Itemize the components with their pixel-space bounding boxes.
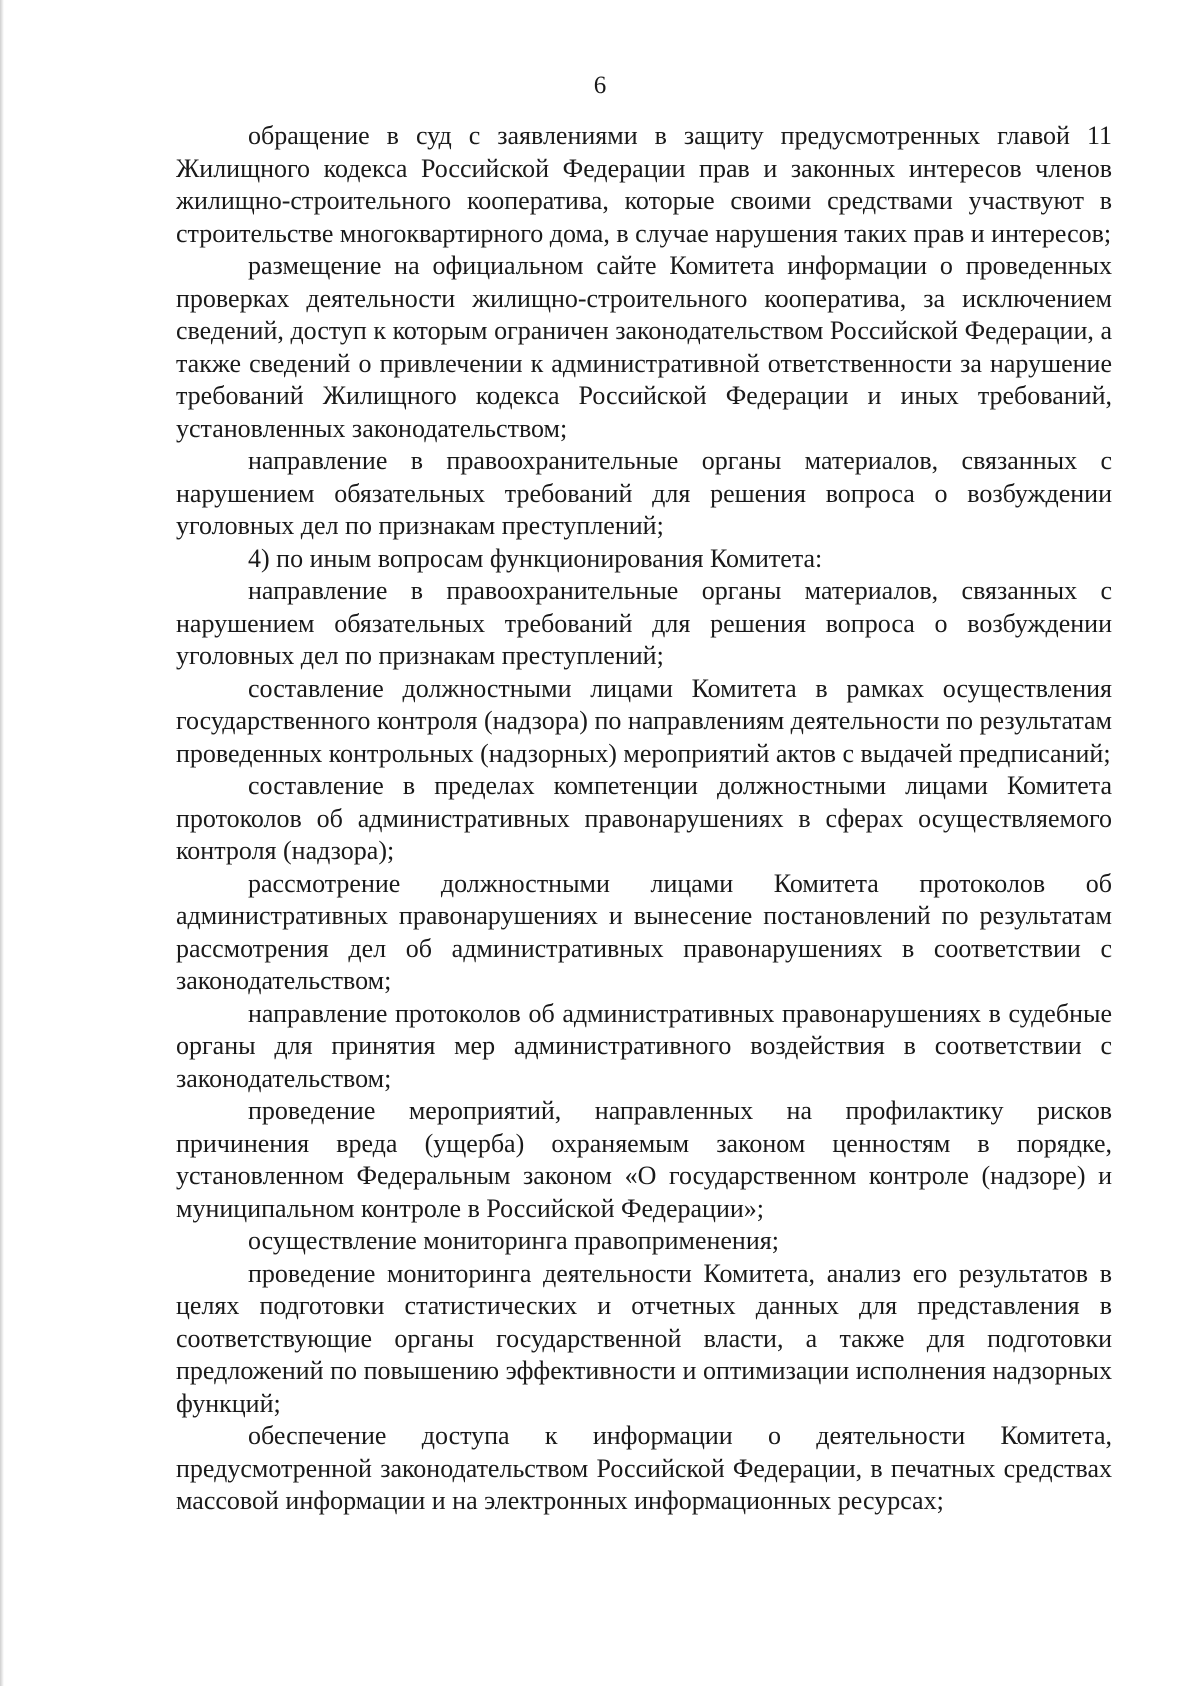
paragraph: проведение мониторинга деятельности Комитета, анализ его результатов в целях подготовки статистических и отчетных данных для представления в соответствующие органы государственной власти, а также для подготовки предложений по повышению эффективности и оптимизации исполнения надзорных функций;	[176, 1258, 1112, 1418]
section-heading: 4) по иным вопросам функционирования Комитета:	[248, 543, 823, 573]
paragraph: осуществление мониторинга правоприменения;	[248, 1226, 779, 1255]
paragraph: обеспечение доступа к информации о деятельности Комитета, предусмотренной законодательством Российской Федерации, в печатных средствах массовой информации и на электронных информационных ресурсах;	[176, 1421, 1112, 1515]
page-number: 6	[593, 72, 607, 99]
paragraph: направление в правоохранительные органы материалов, связанных с нарушением обязательных требований для решения вопроса о возбуждении уголовных дел по признакам преступлений;	[176, 446, 1112, 540]
paragraph: рассмотрение должностными лицами Комитета протоколов об административных правонарушениях и вынесение постановлений по результатам рассмотрения дел об административных правонарушениях в соответствии с законодательством;	[176, 868, 1112, 995]
paragraph: направление в правоохранительные органы материалов, связанных с нарушением обязательных требований для решения вопроса о возбуждении уголовных дел по признакам преступлений;	[176, 576, 1112, 670]
paragraph: направление протоколов об административных правонарушениях в судебные органы для принятия мер административного воздействия в соответствии с законодательством;	[176, 998, 1112, 1093]
paragraph: проведение мероприятий, направленных на профилактику рисков причинения вреда (ущерба) охраняемым законом ценностям в порядке, установленном Федеральным законом «О государственном контроле (надзоре) и муниципальном контроле в Российской Федерации»;	[176, 1096, 1112, 1223]
paragraph: обращение в суд с заявлениями в защиту предусмотренных главой 11 Жилищного кодекса Российской Федерации прав и законных интересов членов жилищно-строительного кооператива, которые своими средствами участвуют в строительстве многоквартирного дома, в случае нарушения таких прав и интересов;	[176, 121, 1112, 248]
document-body	[176, 120, 1112, 1518]
scan-edge	[0, 0, 4, 1686]
paragraph: размещение на официальном сайте Комитета информации о проведенных проверках деятельности жилищно-строительного кооператива, за исключением сведений, доступ к которым ограничен законодательством Российской Федерации, а также сведений о привлечении к административной ответственности за нарушение требований Жилищного кодекса Российской Федерации и иных требований, установленных законодательством;	[176, 251, 1112, 443]
paragraph: составление в пределах компетенции должностными лицами Комитета протоколов об административных правонарушениях в сферах осуществляемого контроля (надзора);	[176, 771, 1112, 865]
paragraph: составление должностными лицами Комитета в рамках осуществления государственного контроля (надзора) по направлениям деятельности по результатам проведенных контрольных (надзорных) мероприятий актов с выдачей предписаний;	[176, 673, 1112, 768]
